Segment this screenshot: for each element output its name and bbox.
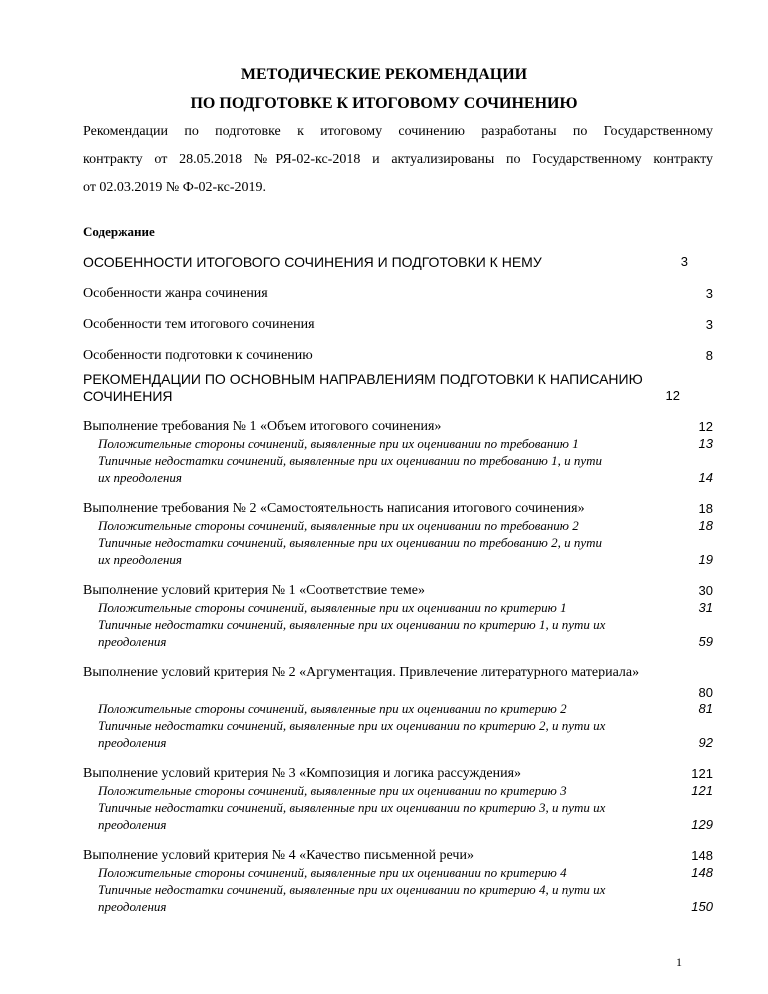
toc-entry-title: Положительные стороны сочинений, выявленные при их оценивании по критерию 4 [98, 865, 567, 880]
contents-heading: Содержание [83, 224, 155, 239]
toc-entry-page: 3 [705, 317, 713, 332]
toc-entry-title-cont: преодоления [98, 634, 167, 649]
toc-entry-page: 121 [691, 766, 713, 781]
toc-entry-title: Выполнение условий критерия № 2 «Аргументация. Привлечение литературного материала» [83, 665, 640, 680]
toc-entry-title: Выполнение условий критерия № 4 «Качество письменной речи» [83, 848, 474, 863]
toc-entry-title: Типичные недостатки сочинений, выявленные при их оценивании по критерию 3, и пути их [98, 800, 606, 815]
toc-entry-title-cont: преодоления [98, 735, 167, 750]
toc-entry-page: 148 [691, 865, 713, 880]
toc-subentry[interactable] [98, 617, 713, 651]
toc-entry-page: 3 [705, 286, 713, 301]
toc-subentry[interactable] [98, 535, 713, 569]
toc-entry-title: Выполнение условий критерия № 1 «Соответствие теме» [83, 583, 426, 598]
toc-entry-page: 121 [691, 783, 713, 798]
toc-entry-page: 148 [691, 848, 713, 863]
page-number: 1 [676, 955, 682, 969]
toc-entry-title-cont: их преодоления [98, 552, 182, 567]
intro-line: Рекомендации по подготовке к итоговому сочинению разработаны по Государственному [83, 124, 713, 139]
toc-entry-title-cont: СОЧИНЕНИЯ [83, 388, 173, 404]
toc-entry-title: Выполнение требования № 2 «Самостоятельность написания итогового сочинения» [83, 501, 585, 516]
toc-entry-page: 12 [665, 388, 680, 403]
toc-entry-title: Положительные стороны сочинений, выявленные при их оценивании по критерию 3 [98, 783, 567, 798]
toc-entry-title-cont: преодоления [98, 817, 167, 832]
toc-entry-title: Типичные недостатки сочинений, выявленные при их оценивании по требованию 1, и пути [98, 453, 602, 468]
toc-entry-page: 18 [698, 518, 713, 533]
toc-entry[interactable] [83, 371, 713, 407]
toc-entry-title: Особенности тем итогового сочинения [83, 317, 315, 332]
toc-entry[interactable] [83, 665, 713, 699]
toc-entry-page: 19 [698, 552, 713, 567]
toc-entry-page: 3 [680, 254, 688, 269]
toc-entry-page: 8 [705, 348, 713, 363]
toc-entry-page: 31 [698, 600, 713, 615]
toc-entry-title: Выполнение условий критерия № 3 «Композиция и логика рассуждения» [83, 766, 522, 781]
toc-subentry[interactable] [98, 718, 713, 752]
document-title-line1: МЕТОДИЧЕСКИЕ РЕКОМЕНДАЦИИ [240, 66, 528, 83]
toc-subentry[interactable] [98, 800, 713, 834]
intro-line: контракту от 28.05.2018 №РЯ-02-кс-2018 и актуализированы по Государственному контракту [83, 152, 713, 167]
toc-entry-title-cont: их преодоления [98, 470, 182, 485]
toc-entry-title: Типичные недостатки сочинений, выявленные при их оценивании по критерию 2, и пути их [98, 718, 606, 733]
toc-entry-page: 81 [698, 701, 713, 716]
document-title-line2: ПО ПОДГОТОВКЕ К ИТОГОВОМУ СОЧИНЕНИЮ [190, 95, 578, 112]
toc-entry-page: 59 [698, 634, 713, 649]
toc-entry-title: Выполнение требования № 1 «Объем итогового сочинения» [83, 419, 442, 434]
toc-entry-page: 12 [698, 419, 713, 434]
toc-entry-title: Типичные недостатки сочинений, выявленные при их оценивании по критерию 1, и пути их [98, 617, 606, 632]
toc-entry-title: Положительные стороны сочинений, выявленные при их оценивании по критерию 2 [98, 701, 567, 716]
toc-entry-title: Особенности жанра сочинения [83, 286, 268, 301]
toc-entry-title: ОСОБЕННОСТИ ИТОГОВОГО СОЧИНЕНИЯ И ПОДГОТОВКИ К НЕМУ [83, 254, 542, 270]
toc-entry-page: 13 [698, 436, 713, 451]
toc-entry-page: 30 [698, 583, 713, 598]
toc-entry-page: 150 [691, 899, 713, 914]
toc-entry-title: Типичные недостатки сочинений, выявленные при их оценивании по критерию 4, и пути их [98, 882, 606, 897]
toc-entry-title: Особенности подготовки к сочинению [83, 348, 313, 363]
toc-entry-page: 14 [698, 470, 713, 485]
toc-entry-title: Положительные стороны сочинений, выявленные при их оценивании по требованию 1 [98, 436, 579, 451]
toc-entry-title: РЕКОМЕНДАЦИИ ПО ОСНОВНЫМ НАПРАВЛЕНИЯМ ПОДГОТОВКИ К НАПИСАНИЮ [83, 371, 643, 387]
toc-entry-title: Положительные стороны сочинений, выявленные при их оценивании по требованию 2 [98, 518, 579, 533]
toc-entry-title: Типичные недостатки сочинений, выявленные при их оценивании по требованию 2, и пути [98, 535, 602, 550]
intro-line: от 02.03.2019 № Ф-02-кс-2019. [83, 180, 267, 195]
intro-paragraph [83, 118, 713, 202]
toc-entry-title-cont: преодоления [98, 899, 167, 914]
toc-subentry[interactable] [98, 882, 713, 916]
toc-entry-title: Положительные стороны сочинений, выявленные при их оценивании по критерию 1 [98, 600, 567, 615]
toc-entry-page: 18 [698, 501, 713, 516]
toc-entry-page: 92 [698, 735, 713, 750]
toc-entry-page: 129 [691, 817, 713, 832]
toc-entry-page: 80 [698, 685, 713, 700]
toc-subentry[interactable] [98, 453, 713, 487]
